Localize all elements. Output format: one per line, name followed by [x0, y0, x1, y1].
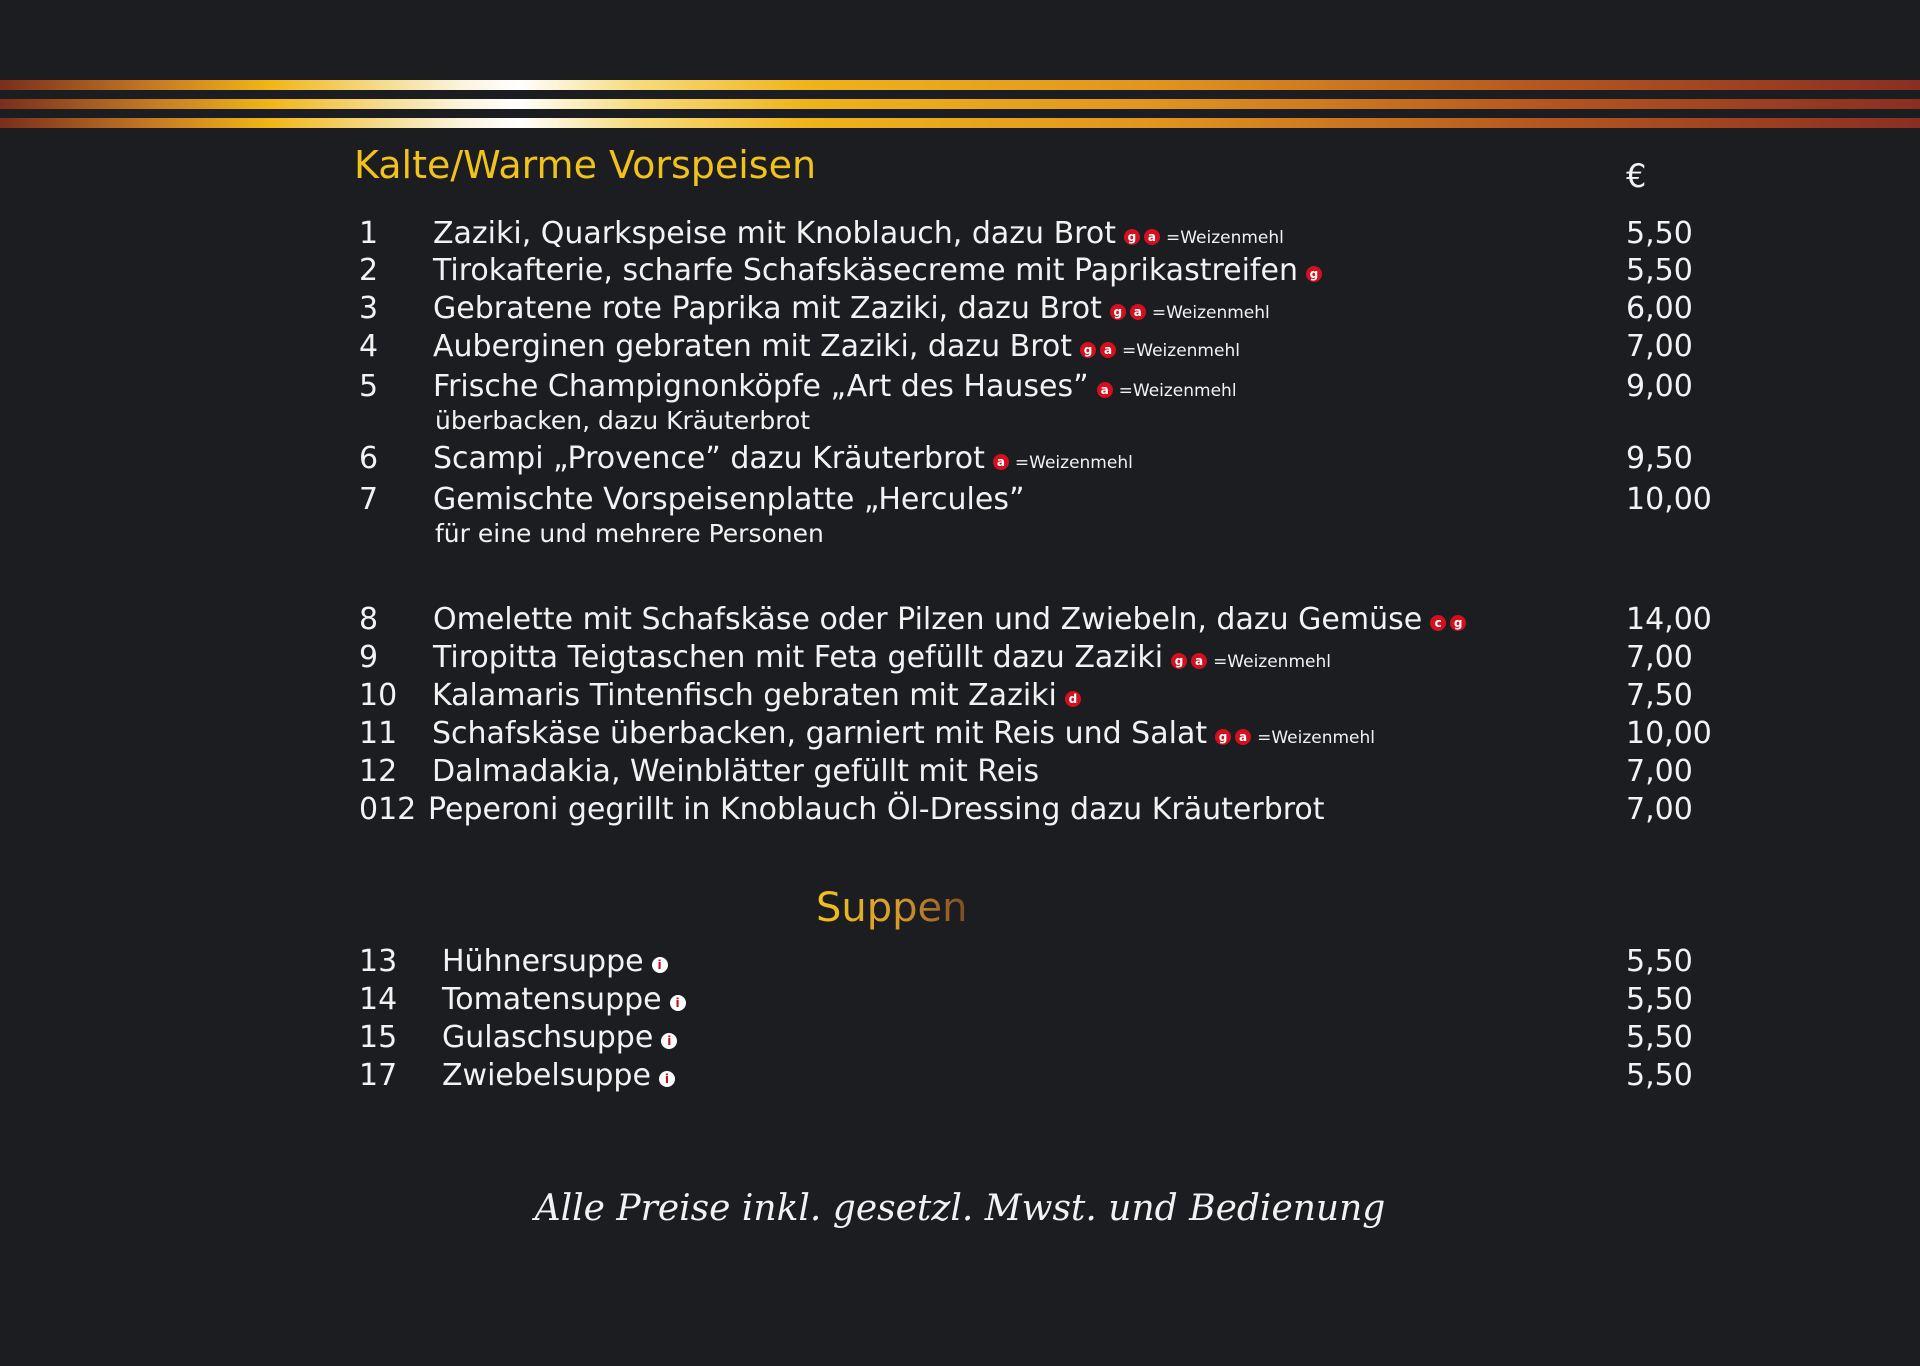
menu-item — [0, 1057, 1920, 1095]
menu-item — [0, 481, 1920, 519]
menu-item — [0, 677, 1920, 715]
allergen-badge: i — [652, 957, 668, 973]
allergen-badge: g — [1450, 615, 1466, 631]
menu-item — [0, 715, 1920, 753]
allergen-badges — [661, 1031, 681, 1047]
decorative-stripes — [0, 80, 1920, 137]
item-name — [428, 791, 1325, 829]
item-name-text: Frische Champignonköpfe „Art des Hauses” — [433, 369, 1089, 404]
item-price: 5,50 — [1626, 944, 1693, 979]
item-price: 5,50 — [1626, 216, 1693, 251]
item-name — [433, 368, 1237, 407]
item-price: 7,00 — [1626, 640, 1693, 675]
item-name-text: Tirokafterie, scharfe Schafskäsecreme mit Paprikastreifen — [433, 253, 1298, 288]
allergen-note: =Weizenmehl — [1257, 727, 1376, 748]
item-name-text: Tomatensuppe — [442, 982, 662, 1017]
item-number: 1 — [359, 216, 379, 251]
menu-item — [0, 981, 1920, 1019]
menu-item — [0, 791, 1920, 829]
item-number: 12 — [359, 754, 398, 789]
item-price: 10,00 — [1626, 716, 1712, 751]
item-name-text: Dalmadakia, Weinblätter gefüllt mit Reis — [432, 754, 1040, 789]
item-number: 13 — [359, 944, 398, 979]
item-price: 7,00 — [1626, 329, 1693, 364]
item-name-text: Omelette mit Schafskäse oder Pilzen und Zwiebeln, dazu Gemüse — [433, 602, 1423, 637]
allergen-badge: g — [1110, 304, 1126, 320]
item-price: 7,00 — [1626, 754, 1693, 789]
item-name — [442, 1019, 681, 1057]
allergen-badge: c — [1430, 615, 1446, 631]
item-number: 14 — [359, 982, 398, 1017]
stripe-line — [0, 80, 1920, 90]
item-name-text: Zaziki, Quarkspeise mit Knoblauch, dazu Brot — [433, 216, 1116, 251]
item-name — [433, 601, 1470, 639]
section-title-vorspeisen: Kalte/Warme Vorspeisen — [354, 143, 817, 187]
stripe-line — [0, 118, 1920, 128]
allergen-badge: a — [1130, 304, 1146, 320]
item-name — [433, 290, 1270, 329]
allergen-badges — [993, 441, 1133, 479]
item-number: 6 — [359, 441, 379, 476]
menu-item — [0, 368, 1920, 406]
item-subtext: für eine und mehrere Personen — [435, 519, 824, 548]
allergen-badge: d — [1065, 691, 1081, 707]
menu-item — [0, 328, 1920, 366]
allergen-badge: g — [1215, 729, 1231, 745]
allergen-badges — [1124, 216, 1284, 254]
menu-item — [0, 252, 1920, 290]
allergen-badges — [1215, 716, 1375, 754]
item-name — [432, 715, 1375, 754]
item-price: 5,50 — [1626, 1020, 1693, 1055]
item-name — [433, 328, 1240, 367]
allergen-badges — [1080, 329, 1240, 367]
currency-header: € — [1626, 157, 1647, 195]
allergen-badges — [1306, 264, 1326, 280]
allergen-badges — [1097, 369, 1237, 407]
allergen-badge: a — [993, 454, 1009, 470]
menu-item — [0, 943, 1920, 981]
item-name-text: Kalamaris Tintenfisch gebraten mit Zaziki — [432, 678, 1057, 713]
item-number: 2 — [359, 253, 379, 288]
menu-item — [0, 601, 1920, 639]
allergen-note: =Weizenmehl — [1165, 227, 1284, 248]
item-number: 15 — [359, 1020, 398, 1055]
allergen-note: =Weizenmehl — [1118, 380, 1237, 401]
allergen-badge: g — [1306, 266, 1322, 282]
item-number: 9 — [359, 640, 379, 675]
allergen-badge: g — [1080, 342, 1096, 358]
item-name — [432, 753, 1039, 791]
allergen-badge: a — [1235, 729, 1251, 745]
item-price: 14,00 — [1626, 602, 1712, 637]
stripe-line — [0, 99, 1920, 109]
item-price: 6,00 — [1626, 291, 1693, 326]
section-title-suppen: Suppen — [816, 885, 968, 931]
item-price: 10,00 — [1626, 482, 1712, 517]
menu-item — [0, 1019, 1920, 1057]
menu-item — [0, 290, 1920, 328]
item-name-text: Gebratene rote Paprika mit Zaziki, dazu Brot — [433, 291, 1102, 326]
item-name-text: Peperoni gegrillt in Knoblauch Öl-Dressing dazu Kräuterbrot — [428, 792, 1325, 827]
item-number: 11 — [359, 716, 398, 751]
menu-item — [0, 440, 1920, 478]
allergen-badge: a — [1191, 653, 1207, 669]
allergen-badge: i — [659, 1071, 675, 1087]
item-name-text: Schafskäse überbacken, garniert mit Reis und Salat — [432, 716, 1208, 751]
item-price: 7,50 — [1626, 678, 1693, 713]
item-subtext: überbacken, dazu Kräuterbrot — [435, 406, 811, 435]
item-number: 3 — [359, 291, 379, 326]
allergen-badges — [1110, 291, 1270, 329]
allergen-badge: a — [1144, 229, 1160, 245]
item-name — [433, 440, 1133, 479]
item-name-text: Zwiebelsuppe — [442, 1058, 651, 1093]
item-name — [433, 481, 1025, 519]
item-name — [432, 677, 1085, 715]
allergen-badge: g — [1171, 653, 1187, 669]
allergen-badges — [659, 1069, 679, 1085]
allergen-note: =Weizenmehl — [1122, 340, 1240, 361]
item-name — [433, 215, 1284, 254]
allergen-badges — [1171, 640, 1331, 678]
allergen-badges — [1430, 613, 1470, 629]
menu-item — [0, 215, 1920, 253]
item-name — [442, 943, 672, 981]
item-number: 4 — [359, 329, 379, 364]
item-number: 8 — [359, 602, 379, 637]
item-price: 5,50 — [1626, 982, 1693, 1017]
item-name — [442, 981, 690, 1019]
item-name-text: Auberginen gebraten mit Zaziki, dazu Brot — [433, 329, 1073, 364]
allergen-note: =Weizenmehl — [1151, 302, 1270, 323]
item-number: 7 — [359, 482, 379, 517]
footer-note: Alle Preise inkl. gesetzl. Mwst. und Bedienung — [534, 1188, 1386, 1229]
item-number: 5 — [359, 369, 379, 404]
item-name — [433, 639, 1331, 678]
item-price: 5,50 — [1626, 1058, 1693, 1093]
allergen-badge: i — [670, 995, 686, 1011]
allergen-note: =Weizenmehl — [1014, 452, 1133, 473]
item-name-text: Gulaschsuppe — [442, 1020, 654, 1055]
item-price: 9,50 — [1626, 441, 1693, 476]
item-name-text: Gemischte Vorspeisenplatte „Hercules” — [433, 482, 1025, 517]
allergen-badges — [1065, 689, 1085, 705]
allergen-badge: a — [1100, 342, 1116, 358]
item-price: 7,00 — [1626, 792, 1693, 827]
item-number: 012 — [359, 792, 417, 827]
menu-item — [0, 753, 1920, 791]
item-name-text: Scampi „Provence” dazu Kräuterbrot — [433, 441, 985, 476]
allergen-badge: i — [661, 1033, 677, 1049]
item-number: 10 — [359, 678, 398, 713]
allergen-badges — [652, 955, 672, 971]
allergen-badge: g — [1124, 229, 1140, 245]
item-number: 17 — [359, 1058, 398, 1093]
item-name-text: Hühnersuppe — [442, 944, 644, 979]
allergen-badges — [670, 993, 690, 1009]
menu-item — [0, 639, 1920, 677]
item-price: 5,50 — [1626, 253, 1693, 288]
item-name — [442, 1057, 679, 1095]
item-price: 9,00 — [1626, 369, 1693, 404]
item-name-text: Tiropitta Teigtaschen mit Feta gefüllt dazu Zaziki — [433, 640, 1164, 675]
allergen-note: =Weizenmehl — [1213, 651, 1331, 672]
item-name — [433, 252, 1326, 290]
allergen-badge: a — [1097, 382, 1113, 398]
